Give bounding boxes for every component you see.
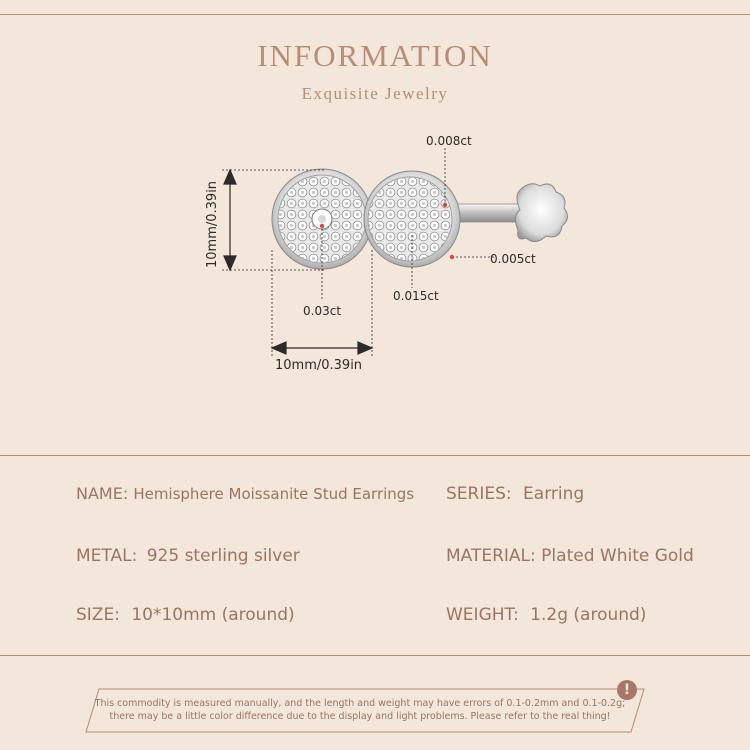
width-label: 10mm/0.39in	[275, 358, 363, 373]
material-value: Plated White Gold	[541, 546, 694, 566]
metal-value: 925 sterling silver	[146, 546, 300, 566]
notice-line-2: there may be a little color difference due to the display and light problems. Please refer to the real thing!	[109, 711, 611, 722]
center-stone-marker	[320, 224, 324, 228]
page-title: INFORMATION	[257, 38, 493, 73]
top-stone-marker	[443, 203, 447, 207]
metal-label: METAL:	[76, 546, 138, 566]
side-stone-marker	[450, 255, 454, 259]
spec-size	[76, 605, 295, 625]
size-value: 10*10mm (around)	[131, 605, 295, 625]
series-value: Earring	[523, 484, 585, 504]
spec-series	[446, 484, 584, 504]
name-value: Hemisphere Moissanite Stud Earrings	[133, 485, 415, 503]
top-divider	[0, 14, 750, 15]
series-label: SERIES:	[446, 484, 512, 504]
name-label: NAME:	[76, 484, 129, 503]
spec-metal	[76, 546, 300, 566]
size-label: SIZE:	[76, 605, 120, 625]
mid-divider	[0, 455, 750, 456]
height-label: 10mm/0.39in	[205, 180, 220, 268]
top-stone-label: 0.008ct	[426, 134, 472, 148]
center-stone-label: 0.03ct	[303, 304, 342, 318]
spec-material	[446, 546, 694, 566]
weight-value: 1.2g (around)	[530, 605, 647, 625]
earring-side-view	[364, 171, 568, 267]
exclamation-icon: !	[617, 680, 637, 700]
notice-text	[90, 697, 630, 723]
spec-name	[76, 484, 414, 503]
bottom-divider	[0, 655, 750, 656]
notice-line-1: This commodity is measured manually, and the length and weight may have errors of 0.1-0.2mm and 0.1-0.2g;	[94, 698, 626, 709]
weight-label: WEIGHT:	[446, 605, 519, 625]
side-stone-label: 0.005ct	[490, 252, 536, 266]
earring-diagram	[0, 120, 750, 380]
lower-stone-label: 0.015ct	[393, 289, 439, 303]
spec-weight	[446, 605, 646, 625]
material-label: MATERIAL:	[446, 546, 536, 566]
page-subtitle: Exquisite Jewelry	[301, 84, 449, 103]
